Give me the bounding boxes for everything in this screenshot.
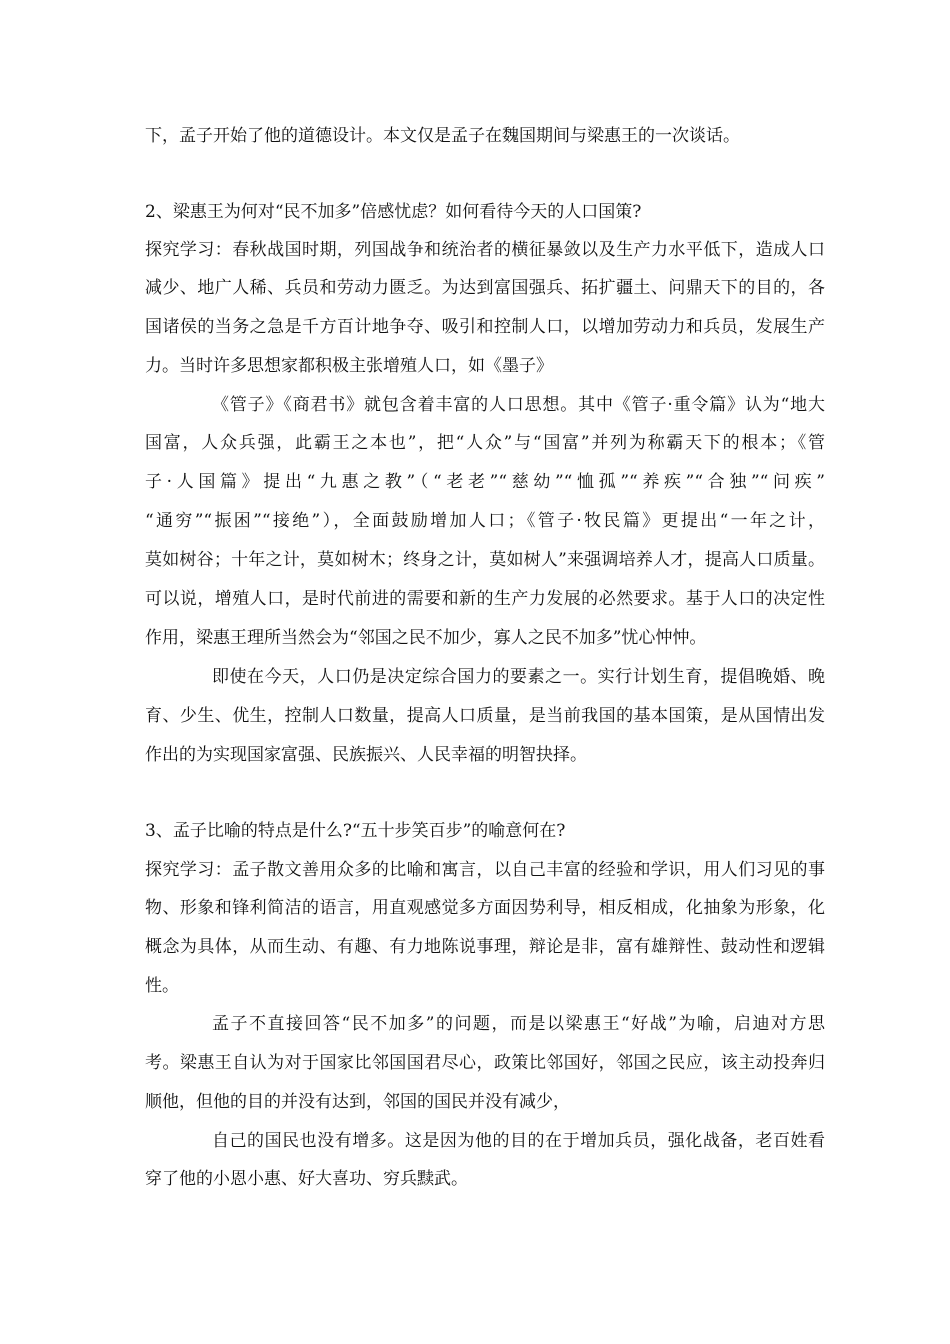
text-line: 可以说，增殖人口，是时代前进的需要和新的生产力发展的必然要求。基于人口的决定性	[145, 589, 825, 609]
text-line: 探究学习：春秋战国时期，列国战争和统治者的横征暴敛以及生产力水平低下，造成人口	[145, 240, 825, 260]
text-line: 作用，梁惠王理所当然会为“邻国之民不加少，寡人之民不加多”忧心忡忡。	[145, 628, 707, 648]
text-line: 穿了他的小恩小惠、好大喜功、穷兵黩武。	[145, 1169, 468, 1189]
text-line: “通穷”“振困”“接绝”），全面鼓励增加人口；《管子·牧民篇》更提出“一年之计，	[145, 511, 825, 531]
text-line: 国富，人众兵强，此霸王之本也”，把“人众”与“国富”并列为称霸天下的根本；《管	[145, 433, 825, 453]
text-line: 莫如树谷；十年之计，莫如树木；终身之计，莫如树人”来强调培养人才，提高人口质量。	[145, 550, 825, 570]
text-line: 考。梁惠王自认为对于国家比邻国国君尽心，政策比邻国好，邻国之民应，该主动投奔归	[145, 1053, 825, 1073]
text-line: 探究学习：孟子散文善用众多的比喻和寓言，以自己丰富的经验和学识，用人们习见的事	[145, 860, 825, 880]
text-line: 国诸侯的当务之急是千方百计地争夺、吸引和控制人口，以增加劳动力和兵员，发展生产	[145, 317, 825, 337]
text-line: 物、形象和锋利简洁的语言，用直观感觉多方面因势利导，相反相成，化抽象为形象，化	[145, 898, 825, 918]
text-line: 顺他，但他的目的并没有达到，邻国的国民并没有减少，	[145, 1092, 570, 1112]
text-line: 即使在今天，人口仍是决定综合国力的要素之一。实行计划生育，提倡晚婚、晚	[212, 667, 825, 687]
text-line: 自己的国民也没有增多。这是因为他的目的在于增加兵员，强化战备，老百姓看	[212, 1131, 825, 1151]
text-line: 下，孟子开始了他的道德设计。本文仅是孟子在魏国期间与梁惠王的一次谈话。	[145, 126, 740, 146]
text-line: 作出的为实现国家富强、民族振兴、人民幸福的明智抉择。	[145, 745, 587, 765]
text-line: 子·人国篇》提出“九惠之教”（“老老”“慈幼”“恤孤”“养疾”“合独”“问疾”	[145, 472, 825, 492]
question-heading: 2、梁惠王为何对“民不加多”倍感忧虑？如何看待今天的人口国策?	[145, 202, 642, 222]
text-line: 概念为具体，从而生动、有趣、有力地陈说事理，辩论是非，富有雄辩性、鼓动性和逻辑	[145, 937, 825, 957]
text-line: 育、少生、优生，控制人口数量，提高人口质量，是当前我国的基本国策，是从国情出发	[145, 706, 825, 726]
question-heading: 3、孟子比喻的特点是什么?“五十步笑百步”的喻意何在?	[145, 821, 566, 841]
text-line: 减少、地广人稀、兵员和劳动力匮乏。为达到富国强兵、拓扩疆土、问鼎天下的目的，各	[145, 278, 825, 298]
text-line: 《管子》《商君书》就包含着丰富的人口思想。其中《管子·重令篇》认为“地大	[212, 395, 825, 415]
text-line: 性。	[145, 976, 179, 996]
text-line: 力。当时许多思想家都积极主张增殖人口，如《墨子》	[145, 356, 553, 376]
text-line: 孟子不直接回答“民不加多”的问题，而是以梁惠王“好战”为喻，启迪对方思	[212, 1014, 825, 1034]
